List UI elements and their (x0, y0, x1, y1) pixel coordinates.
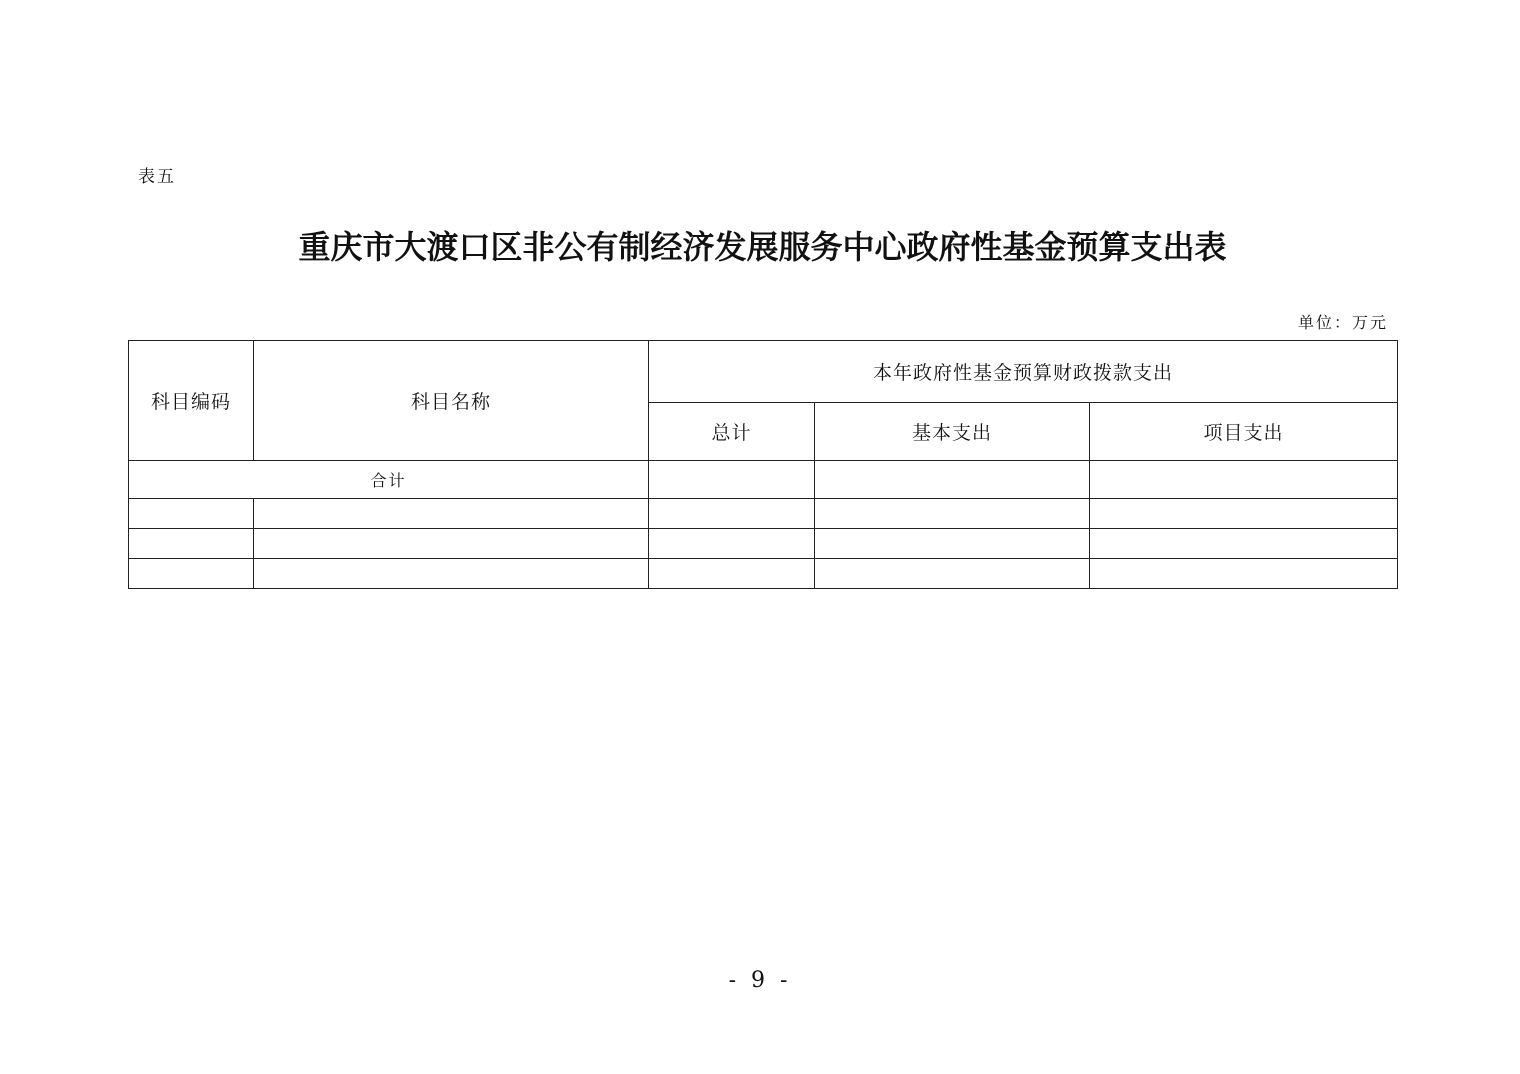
total-label: 合计 (129, 461, 649, 499)
row-basic-cell (815, 529, 1090, 559)
table-number-label: 表五 (138, 167, 176, 187)
table-row (129, 559, 1398, 589)
table-row (129, 499, 1398, 529)
row-code-cell (129, 529, 254, 559)
document-title: 重庆市大渡口区非公有制经济发展服务中心政府性基金预算支出表 (298, 228, 1227, 266)
budget-table (128, 340, 1398, 589)
row-basic-cell (815, 559, 1090, 589)
table-row (129, 529, 1398, 559)
row-project-cell (1090, 529, 1398, 559)
header-row-1 (129, 341, 1398, 403)
header-project-expenditure: 项目支出 (1090, 403, 1398, 461)
header-basic-expenditure: 基本支出 (815, 403, 1090, 461)
total-row-basic-cell (815, 461, 1090, 499)
header-subject-code: 科目编码 (129, 341, 254, 461)
row-code-cell (129, 499, 254, 529)
row-total-cell (649, 499, 815, 529)
row-name-cell (254, 499, 649, 529)
row-total-cell (649, 559, 815, 589)
row-total-cell (649, 529, 815, 559)
row-name-cell (254, 529, 649, 559)
total-row-total-cell (649, 461, 815, 499)
total-row-project-cell (1090, 461, 1398, 499)
total-row (129, 461, 1398, 499)
row-name-cell (254, 559, 649, 589)
row-basic-cell (815, 499, 1090, 529)
row-project-cell (1090, 499, 1398, 529)
unit-label: 单位：万元 (1297, 313, 1388, 332)
header-fund-expenditure-group: 本年政府性基金预算财政拨款支出 (649, 341, 1398, 403)
row-code-cell (129, 559, 254, 589)
row-project-cell (1090, 559, 1398, 589)
page-number: - 9 - (728, 968, 792, 993)
header-subject-name: 科目名称 (254, 341, 649, 461)
header-total: 总计 (649, 403, 815, 461)
